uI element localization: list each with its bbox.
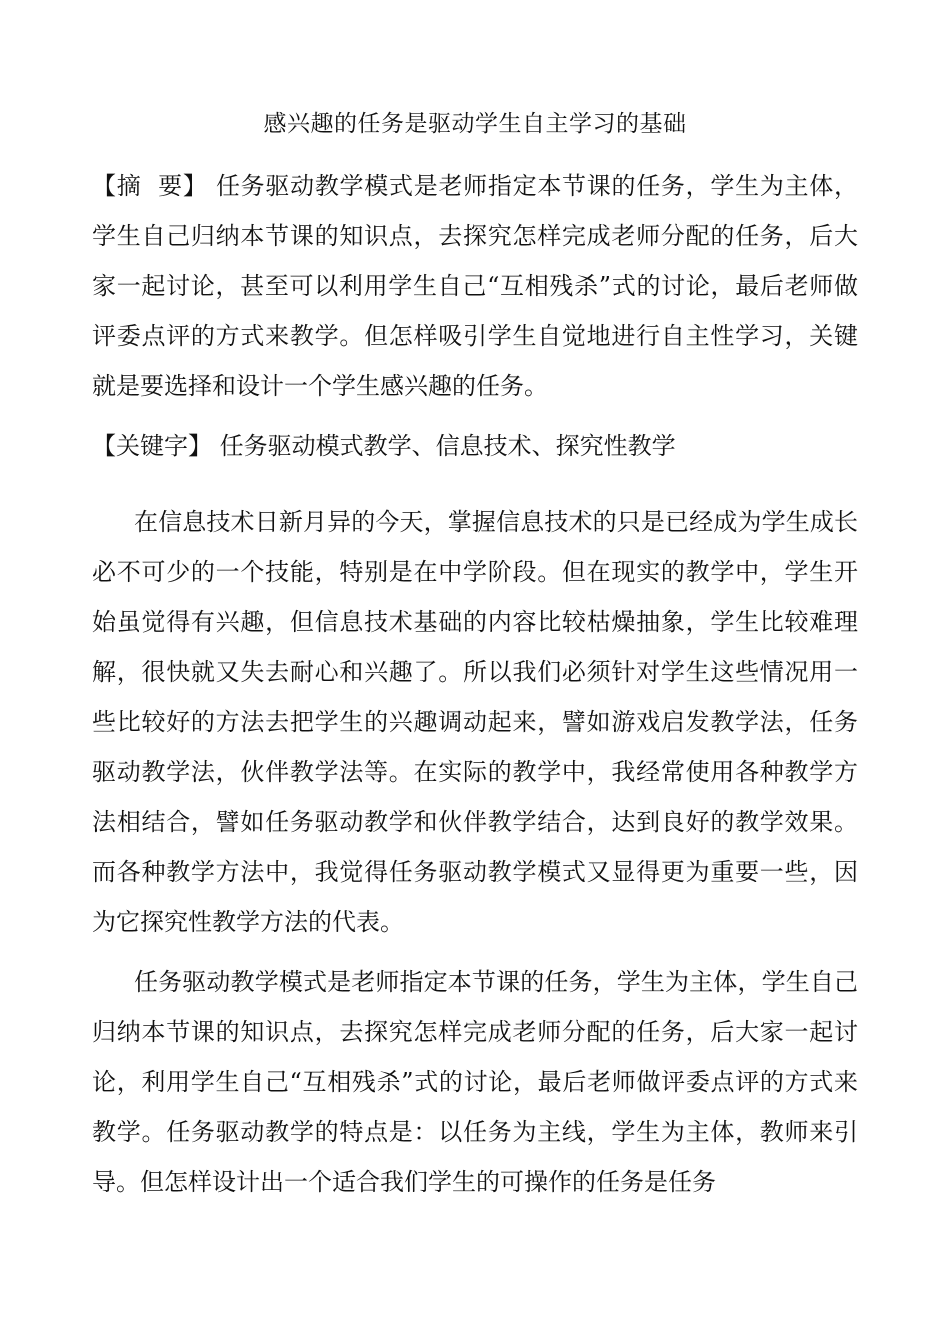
document-title: 感兴趣的任务是驱动学生自主学习的基础: [263, 111, 687, 137]
abstract-text: 任务驱动教学模式是老师指定本节课的任务，学生为主体，学生自己归纳本节课的知识点，去探究怎样完成老师分配的任务，后大家一起讨论，甚至可以利用学生自己“互相残杀”式的讨论，最后老师做评委点评的方式来教学。但怎样吸引学生自觉地进行自主性学习，关键就是要选择和设计一个学生感兴趣的任务。: [92, 172, 858, 400]
keywords-text: 任务驱动模式教学、信息技术、探究性教学: [212, 432, 676, 460]
body-paragraph: 在信息技术日新月异的今天，掌握信息技术的只是已经成为学生成长必不可少的一个技能，特别是在中学阶段。但在现实的教学中，学生开始虽觉得有兴趣，但信息技术基础的内容比较枯燥抽象，学生比较难理解，很快就又失去耐心和兴趣了。所以我们必须针对学生这些情况用一些比较好的方法去把学生的兴趣调动起来，譬如游戏启发教学法，任务驱动教学法，伙伴教学法等。在实际的教学中，我经常使用各种教学方法相结合，譬如任务驱动教学和伙伴教学结合，达到良好的教学效果。而各种教学方法中，我觉得任务驱动教学模式又显得更为重要一些，因为它探究性教学方法的代表。: [92, 508, 858, 936]
abstract-label: 【摘 要】: [92, 172, 208, 200]
body-paragraph: 任务驱动教学模式是老师指定本节课的任务，学生为主体，学生自己归纳本节课的知识点，去探究怎样完成老师分配的任务，后大家一起讨论，利用学生自己“互相残杀”式的讨论，最后老师做评委点评的方式来教学。任务驱动教学的特点是：以任务为主线，学生为主体，教师来引导。但怎样设计出一个适合我们学生的可操作的任务是任务: [92, 968, 858, 1196]
keywords-section: [92, 421, 858, 471]
abstract-section: [92, 161, 858, 411]
keywords-label: 【关键字】: [92, 432, 212, 460]
